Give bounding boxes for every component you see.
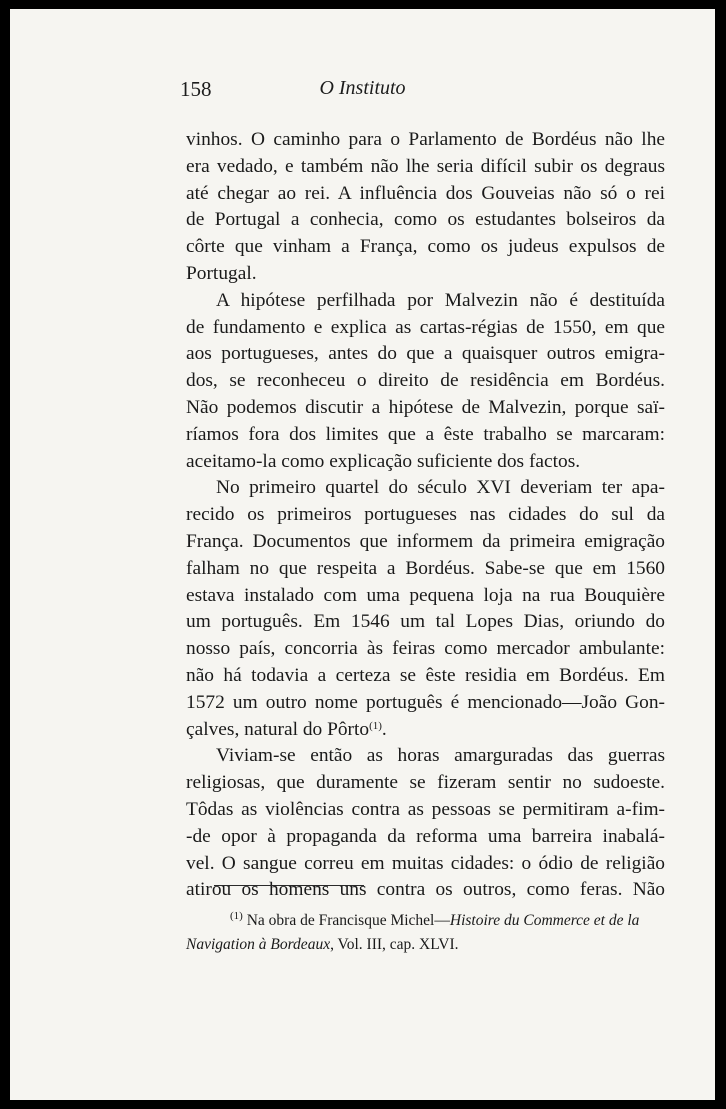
page-number: 158 bbox=[180, 77, 212, 101]
text-line: dos, se reconheceu o direito de residência em Bordéus. bbox=[186, 370, 665, 392]
footnote-title: Histoire du Commerce et de la bbox=[449, 912, 640, 929]
text-line: recido os primeiros portugueses nas cidades do sul da bbox=[186, 504, 665, 526]
footnote bbox=[186, 909, 665, 957]
text-line: França. Documentos que informem da primeira emigração bbox=[186, 530, 665, 552]
text-line: vinhos. O caminho para o Parlamento de Bordéus não lhe bbox=[186, 129, 665, 150]
text-line: religiosas, que duramente se fizeram sentir no sudoeste. bbox=[186, 772, 665, 794]
text-line: Tôdas as violências contra as pessoas se permitiram a-fim- bbox=[186, 798, 665, 820]
footnote-title: Navigation à Bordeaux bbox=[186, 936, 331, 953]
text-line bbox=[186, 717, 665, 744]
running-title: O Instituto bbox=[319, 77, 406, 99]
text-fragment: . bbox=[381, 718, 387, 740]
text-line: côrte que vinham a França, como os judeus expulsos de bbox=[186, 236, 665, 258]
page-header bbox=[10, 73, 715, 107]
paragraph-1 bbox=[186, 127, 665, 288]
text-line: até chegar ao rei. A influência dos Gouveias não só o rei bbox=[186, 182, 665, 204]
footnote-marker: (1) bbox=[230, 910, 243, 922]
text-line: não há todavia a certeza se êste residia em Bordéus. Em bbox=[186, 664, 665, 686]
footnote-lead: Na obra de Francisque Michel— bbox=[246, 912, 450, 929]
text-line: -de opor à propaganda da reforma uma barreira inabalá- bbox=[186, 825, 665, 847]
text-line: falham no que respeita a Bordéus. Sabe-se que em 1560 bbox=[186, 557, 665, 579]
body-text bbox=[186, 127, 665, 904]
text-line: nosso país, concorria às feiras como mercador ambulante: bbox=[186, 638, 665, 660]
text-fragment: çalves, natural do Pôrto bbox=[186, 718, 370, 740]
text-line: atirou os homens uns contra os outros, como feras. Não bbox=[186, 879, 665, 901]
text-line: ríamos fora dos limites que a êste trabalho se marcaram: bbox=[186, 423, 665, 445]
footnote-line bbox=[186, 909, 665, 933]
text-line: de fundamento e explica as cartas-régias de 1550, em que bbox=[186, 316, 665, 338]
text-line: Portugal. bbox=[186, 262, 257, 284]
footnote-tail: , Vol. III, cap. XLVI. bbox=[330, 936, 459, 953]
text-line: era vedado, e também não lhe seria difícil subir os degraus bbox=[186, 155, 665, 177]
footnote-reference: (1) bbox=[369, 719, 382, 732]
book-page bbox=[10, 9, 715, 1100]
footnote-line bbox=[186, 933, 665, 957]
text-line: estava instalado com uma pequena loja na rua Bouquière bbox=[186, 584, 665, 606]
text-line: 1572 um outro nome português é mencionado—João Gon- bbox=[186, 691, 665, 713]
paragraph-3 bbox=[186, 475, 665, 743]
footnote-divider bbox=[214, 885, 364, 886]
text-line: aos portugueses, antes do que a quaisquer outros emigra- bbox=[186, 343, 665, 365]
paragraph-2 bbox=[186, 288, 665, 476]
text-line: Não podemos discutir a hipótese de Malvezin, porque saï- bbox=[186, 396, 665, 418]
paragraph-4 bbox=[186, 743, 665, 904]
text-line: A hipótese perfilhada por Malvezin não é destituída bbox=[216, 289, 665, 311]
text-line: No primeiro quartel do século XVI deveriam ter apa- bbox=[216, 477, 665, 499]
text-line: Viviam-se então as horas amarguradas das guerras bbox=[216, 745, 665, 767]
text-line: um português. Em 1546 um tal Lopes Dias, oriundo do bbox=[186, 611, 665, 633]
text-line: aceitamo-la como explicação suficiente dos factos. bbox=[186, 450, 581, 472]
text-line: vel. O sangue correu em muitas cidades: o ódio de religião bbox=[186, 852, 665, 874]
text-line: de Portugal a conhecia, como os estudantes bolseiros da bbox=[186, 209, 665, 231]
